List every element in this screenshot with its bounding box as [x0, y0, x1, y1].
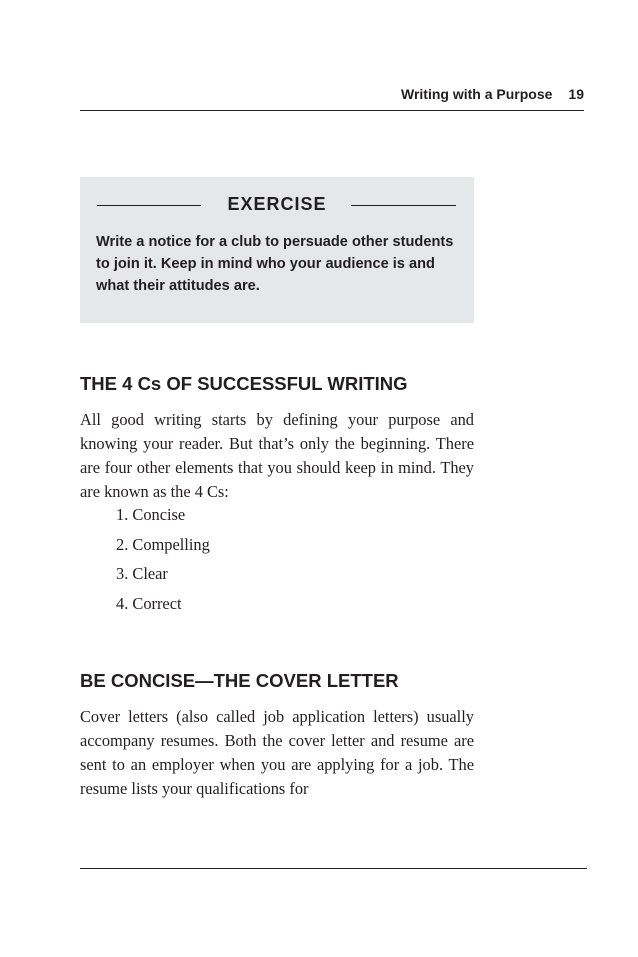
- exercise-title: EXERCISE: [227, 194, 327, 214]
- 4cs-list: [116, 503, 210, 621]
- running-head: [80, 86, 584, 102]
- list-item: 3. Clear: [116, 564, 168, 583]
- page-number: 19: [568, 86, 584, 102]
- list-item: 1. Concise: [116, 505, 186, 524]
- section-heading-concise: BE CONCISE—THE COVER LETTER: [80, 670, 399, 691]
- paragraph-cover-letter: Cover letters (also called job application letters) usually accompany resumes. Both the cover letter and resume are sent to an employer when you are applying for a job. The resume lists your qualifications for: [80, 707, 474, 798]
- exercise-box: [80, 177, 474, 323]
- running-title: Writing with a Purpose: [401, 86, 553, 102]
- list-item: 4. Correct: [116, 593, 182, 613]
- section-heading-4cs: THE 4 Cs OF SUCCESSFUL WRITING: [80, 373, 408, 394]
- exercise-rule-right: [351, 205, 456, 206]
- footer-rule: [80, 868, 587, 869]
- exercise-text: Write a notice for a club to persuade other students to join it. Keep in mind who your audience is and what their attitudes are.: [96, 234, 454, 294]
- header-rule: [80, 110, 584, 111]
- paragraph-4cs: All good writing starts by defining your purpose and knowing your reader. But that’s only the beginning. There are four other elements that you should keep in mind. They are known as the 4 Cs:: [80, 410, 474, 501]
- list-item: 2. Compelling: [116, 534, 210, 554]
